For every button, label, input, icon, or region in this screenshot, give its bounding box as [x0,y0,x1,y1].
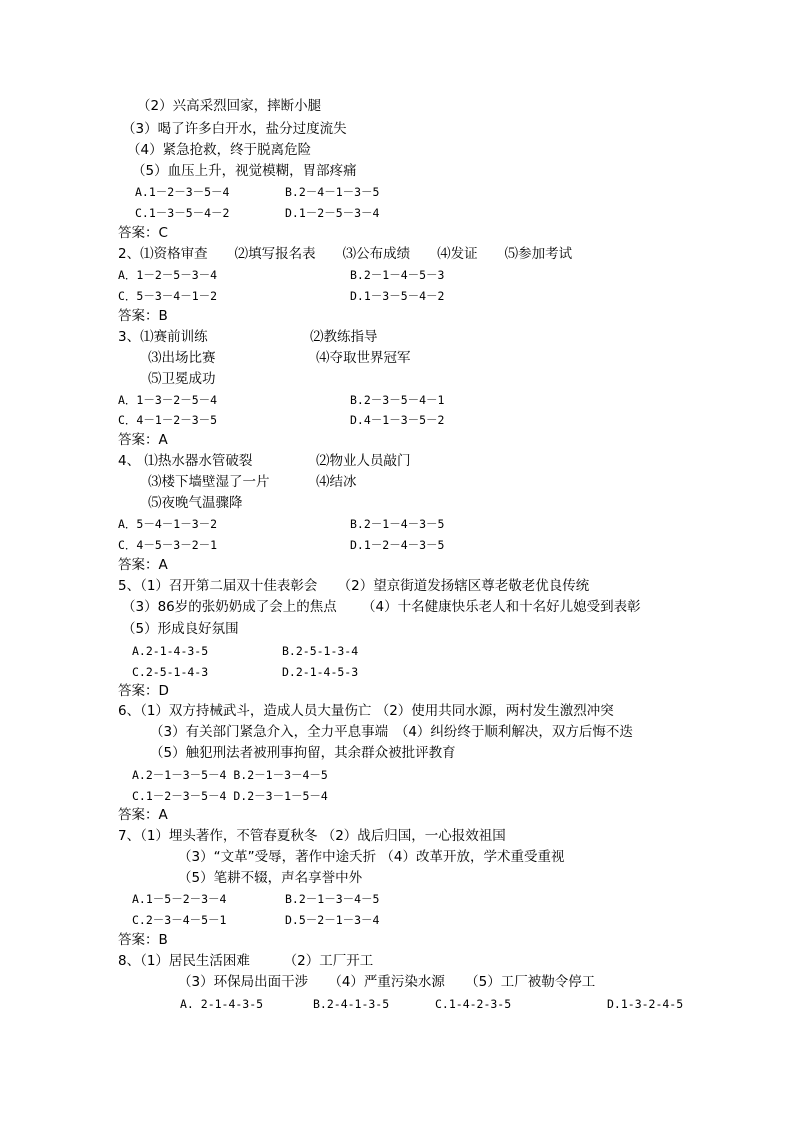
q4-option-d: D.1－2－4－3－5 [350,538,445,552]
q3-option-a: A．1－3－2－5－4 [118,393,218,407]
q5-item-5: （5）形成良好氛围 [122,621,239,637]
q7-option-c: C.2－3－4－5－1 [132,913,227,927]
q4-option-c: C．4－5－3－2－1 [118,538,218,552]
q6-item-3-4: （3）有关部门紧急介入，全力平息事端 （4）纠纷终于顺利解决，双方后悔不迭 [150,724,633,740]
q3-option-c: C．4－1－2－3－5 [118,413,218,427]
q4-item-2: ⑵物业人员敲门 [316,453,411,469]
q5-option-d: D.2-1-4-5-3 [282,665,359,679]
q3-item-5: ⑸卫冕成功 [148,371,216,387]
q6-answer: 答案：A [118,807,168,823]
q2-option-a: A．1－2－5－3－4 [118,268,218,282]
q7-stem: 7、（1）埋头著作，不管春夏秋冬 （2）战后归国，一心报效祖国 [118,828,506,844]
q5-option-c: C.2-5-1-4-3 [132,665,209,679]
q3-item-4: ⑷夺取世界冠军 [316,350,411,366]
q6-option-cd: C.1－2－3－5－4 D.2－3－1－5－4 [132,789,328,803]
q7-answer: 答案：B [118,932,168,948]
q5-item-3-4: （3）86岁的张奶奶成了会上的焦点 [122,599,337,615]
q1-item-4: （4）紧急抢救，终于脱离危险 [127,142,312,158]
q1-option-b: B.2－4－1－3－5 [285,185,380,199]
q1-option-c: C.1－3－5－4－2 [135,206,230,220]
q5-item-4: （4）十名健康快乐老人和十名好儿媳受到表彰 [362,599,641,615]
q2-option-c: C．5－3－4－1－2 [118,289,218,303]
q2-option-b: B.2－1－4－5－3 [350,268,445,282]
q6-option-ab: A.2－1－3－5－4 B.2－1－3－4－5 [132,768,328,782]
q8-stem: 8、（1）居民生活困难 （2）工厂开工 [118,953,374,969]
q3-item-2: ⑵教练指导 [310,329,378,345]
q5-answer: 答案：D [118,683,169,699]
q5-option-a: A.2-1-4-3-5 [132,644,209,658]
q8-items-3-5: （3）环保局出面干涉 （4）严重污染水源 （5）工厂被勒令停工 [178,974,596,990]
q1-answer: 答案：C [118,225,168,241]
q4-item-3: ⑶楼下墙壁湿了一片 [148,474,270,490]
q7-option-b: B.2－1－3－4－5 [285,892,380,906]
q1-option-a: A.1－2－3－5－4 [135,185,230,199]
q6-item-5: （5）触犯刑法者被刑事拘留，其余群众被批评教育 [150,745,456,761]
q4-option-a: A．5－4－1－3－2 [118,517,218,531]
q3-stem: 3、⑴赛前训练 [118,329,208,345]
q3-item-3: ⑶出场比赛 [148,350,216,366]
q4-stem: 4、 ⑴热水器水管破裂 [118,453,253,469]
q1-item-5: （5）血压上升，视觉模糊，胃部疼痛 [132,163,357,179]
q3-option-d: D.4－1－3－5－2 [350,413,445,427]
q4-item-4: ⑷结冰 [316,474,357,490]
q7-option-a: A.1－5－2－3－4 [132,892,227,906]
q6-stem: 6、（1）双方持械武斗，造成人员大量伤亡 （2）使用共同水源，两村发生激烈冲突 [118,703,614,719]
q1-item-3: （3）喝了许多白开水，盐分过度流失 [122,121,347,137]
q8-option-b: B.2-4-1-3-5 [313,997,390,1011]
q1-option-d: D.1－2－5－3－4 [285,206,380,220]
q2-stem: 2、⑴资格审查 ⑵填写报名表 ⑶公布成绩 ⑷发证 ⑸参加考试 [118,246,573,262]
q8-option-a: A. 2-1-4-3-5 [180,997,264,1011]
q8-option-c: C.1-4-2-3-5 [435,997,512,1011]
q4-answer: 答案：A [118,557,168,573]
q2-answer: 答案：B [118,308,168,324]
q5-option-b: B.2-5-1-3-4 [282,644,359,658]
q3-answer: 答案：A [118,432,168,448]
q2-option-d: D.1－3－5－4－2 [350,289,445,303]
q4-option-b: B.2－1－4－3－5 [350,517,445,531]
q7-option-d: D.5－2－1－3－4 [285,913,380,927]
q7-item-3-4: （3）“文革”受辱，著作中途夭折 （4）改革开放，学术重受重视 [178,849,565,865]
q5-stem: 5、（1）召开第二届双十佳表彰会 （2）望京街道发扬辖区尊老敬老优良传统 [118,578,590,594]
q1-item-2: （2）兴高采烈回家，摔断小腿 [137,98,322,114]
q3-option-b: B.2－3－5－4－1 [350,393,445,407]
q8-option-d: D.1-3-2-4-5 [607,997,684,1011]
q4-item-5: ⑸夜晚气温骤降 [148,495,243,511]
q7-item-5: （5）笔耕不辍，声名享誉中外 [178,870,363,886]
